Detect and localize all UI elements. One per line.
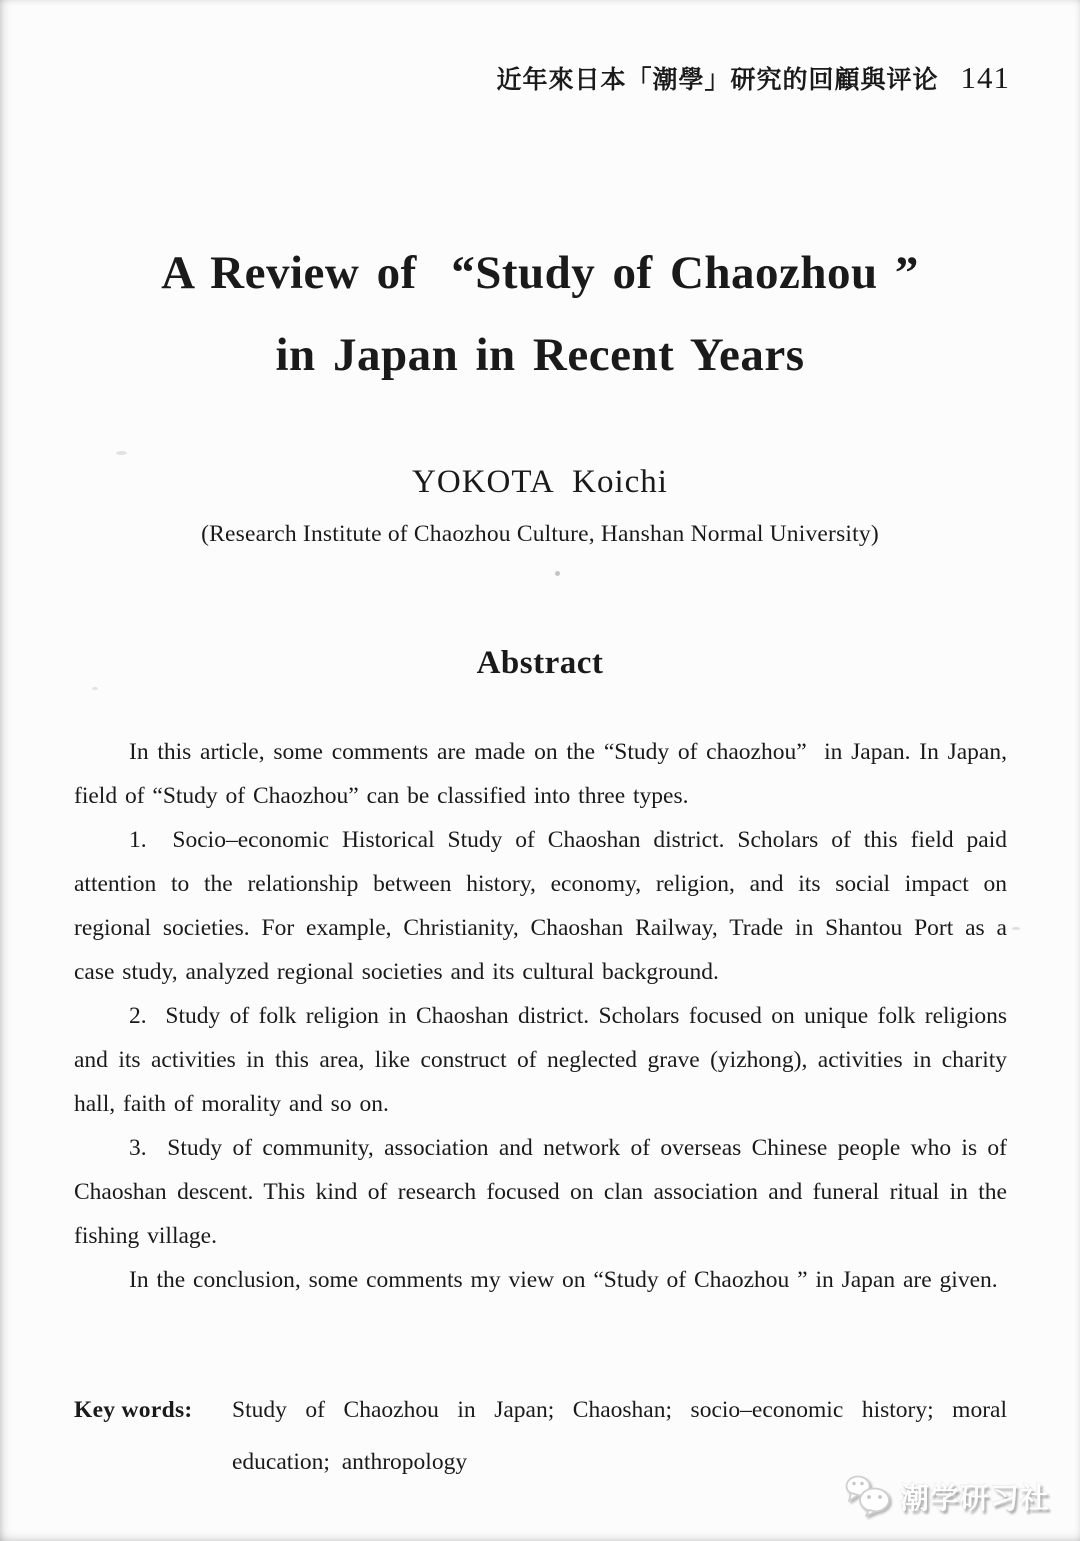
abstract-paragraph-item1: 1. Socio–economic Historical Study of Chaoshan district. Scholars of this field paid attention to the relationship between history, economy, religion, and its social impact on regional societies. For example, Christianity, Chaoshan Railway, Trade in Shantou Port as a case study, analyzed regional societies and its cultural background. bbox=[74, 827, 1007, 985]
abstract-paragraph-item3: 3. Study of community, association and network of overseas Chinese people who is of Chaoshan descent. This kind of research focused on clan association and funeral ritual in the fishing village. bbox=[74, 1135, 1007, 1249]
scan-artifact bbox=[92, 687, 98, 690]
page-number: 141 bbox=[960, 60, 1010, 95]
article-title bbox=[0, 232, 1080, 396]
article-title-line1: A Review of “Study of Chaozhou ” bbox=[161, 247, 919, 299]
keywords-row bbox=[74, 1384, 1007, 1488]
scan-artifact bbox=[1012, 927, 1020, 930]
article-title-line2: in Japan in Recent Years bbox=[275, 329, 805, 381]
keywords-label: Key words: bbox=[74, 1397, 193, 1423]
abstract-paragraph-item2: 2. Study of folk religion in Chaoshan district. Scholars focused on unique folk religions and its activities in this area, like construct of neglected grave (yizhong), activities in charity hall, faith of morality and so on. bbox=[74, 1003, 1007, 1117]
page-header bbox=[496, 60, 1010, 96]
watermark bbox=[845, 1475, 1050, 1517]
wechat-icon bbox=[845, 1475, 891, 1517]
running-title: 近年來日本「潮學」研究的回顧與评论 bbox=[496, 67, 939, 94]
author-name: YOKOTA Koichi bbox=[412, 464, 668, 500]
abstract-paragraph-intro: In this article, some comments are made on the “Study of chaozhou” in Japan. In Japan, field of “Study of Chaozhou” can be classified into three types. bbox=[74, 739, 1007, 809]
keywords-text: Study of Chaozhou in Japan; Chaoshan; socio–economic history; moral education; anthropology bbox=[232, 1397, 1007, 1475]
author-affiliation: (Research Institute of Chaozhou Culture, Hanshan Normal University) bbox=[201, 521, 879, 547]
abstract-heading: Abstract bbox=[476, 645, 604, 681]
scan-artifact bbox=[555, 571, 560, 576]
abstract-body bbox=[74, 730, 1007, 1302]
watermark-text: 潮学研习社 bbox=[899, 1480, 1050, 1515]
scan-artifact bbox=[116, 451, 127, 455]
abstract-paragraph-conclusion: In the conclusion, some comments my view on “Study of Chaozhou ” in Japan are given. bbox=[129, 1267, 998, 1293]
